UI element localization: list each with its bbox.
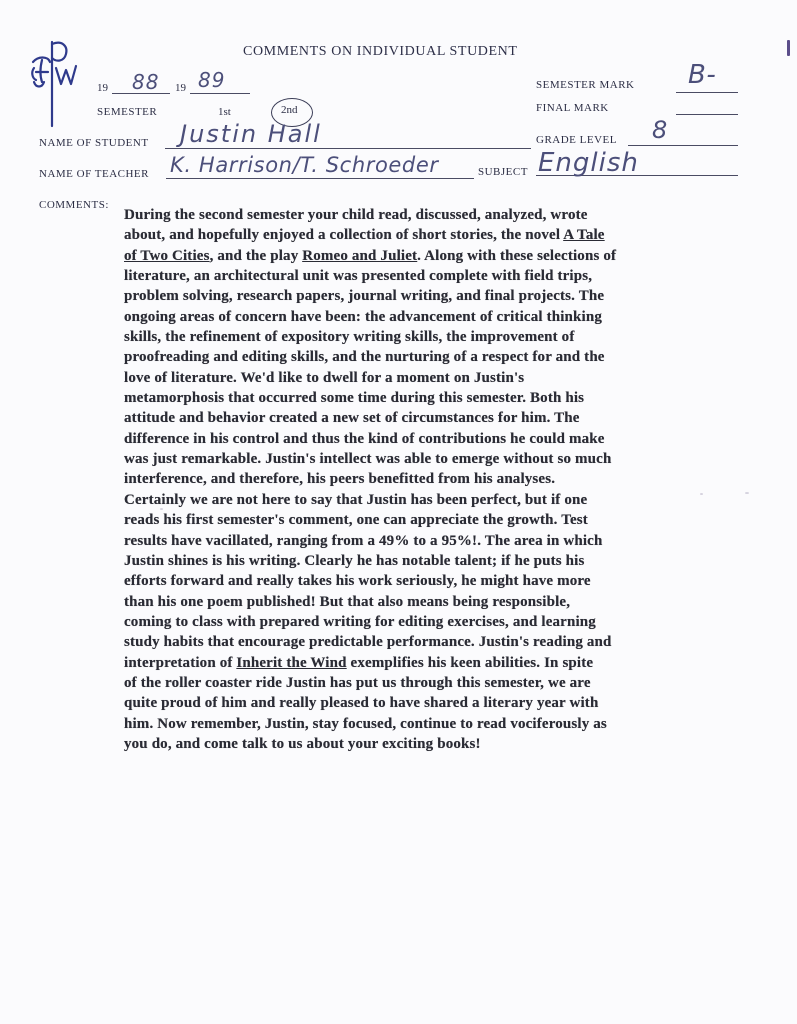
grade-level-label: GRADE LEVEL: [536, 134, 617, 146]
grade-level-line: [628, 145, 738, 146]
subject-value: English: [538, 148, 639, 178]
century-label: 19: [175, 82, 186, 94]
grade-level-value: 8: [652, 116, 669, 144]
comment-line: of Two Cities, and the play Romeo and Juliet. Along with these selections of: [124, 247, 617, 264]
teacher-name-line: [166, 178, 474, 179]
play-title: Romeo and Juliet: [302, 247, 418, 264]
comment-line: ongoing areas of concern have been: the advancement of critical thinking: [124, 308, 602, 325]
comment-line: results have vacillated, ranging from a 49% to a 95%!. The area in which: [124, 532, 603, 549]
comment-line: was just remarkable. Justin's intellect was able to emerge without so much: [124, 451, 612, 468]
ink-mark: [787, 40, 790, 56]
year-end-value: 89: [198, 68, 226, 92]
year-start-value: 88: [132, 70, 160, 94]
final-mark-line: [676, 114, 738, 115]
comment-line: about, and hopefully enjoyed a collection of short stories, the novel A Tale: [124, 227, 605, 244]
comment-line: attitude and behavior created a new set of circumstances for him. The: [124, 410, 580, 427]
comment-line: skills, the refinement of expository writing skills, the improvement of: [124, 329, 575, 346]
student-name-line: [165, 148, 531, 149]
comment-line: efforts forward and really takes his work seriously, he might have more: [124, 573, 591, 590]
paper-speck: [160, 508, 163, 510]
novel-title: A Tale: [563, 227, 605, 244]
comments-label: COMMENTS:: [39, 199, 109, 211]
comment-line: interpretation of Inherit the Wind exemplifies his keen abilities. In spite: [124, 654, 594, 671]
teacher-name-value: K. Harrison/T. Schroeder: [170, 153, 439, 177]
semester-mark-value: B-: [688, 60, 717, 90]
paper-speck: [700, 493, 703, 495]
semester-second-option: 2nd: [281, 104, 298, 116]
comment-line: difference in his control and thus the kind of contributions he could make: [124, 430, 605, 447]
century-label: 19: [97, 82, 108, 94]
comment-line: him. Now remember, Justin, stay focused, continue to read vociferously as: [124, 715, 607, 732]
comment-line: quite proud of him and really pleased to have shared a literary year with: [124, 695, 599, 712]
semester-first-option: 1st: [218, 106, 231, 118]
comment-line: than his one poem published! But that also means being responsible,: [124, 593, 571, 610]
comment-line: Certainly we are not here to say that Justin has been perfect, but if one: [124, 491, 588, 508]
student-name-value: Justin Hall: [180, 120, 322, 148]
student-name-label: NAME OF STUDENT: [39, 137, 149, 149]
semester-mark-label: SEMESTER MARK: [536, 79, 635, 91]
final-mark-label: FINAL MARK: [536, 102, 609, 114]
comment-line: During the second semester your child read, discussed, analyzed, wrote: [124, 207, 588, 223]
paper-speck: [745, 492, 749, 494]
play-title: Inherit the Wind: [236, 654, 347, 671]
form-title: COMMENTS ON INDIVIDUAL STUDENT: [243, 44, 518, 59]
comment-line: literature, an architectural unit was presented complete with field trips,: [124, 268, 593, 285]
comment-line: interference, and therefore, his peers benefitted from his analyses.: [124, 471, 556, 488]
comment-body: [124, 205, 684, 754]
comment-line: reads his first semester's comment, one can appreciate the growth. Test: [124, 512, 588, 529]
comment-line: problem solving, research papers, journal writing, and final projects. The: [124, 288, 605, 305]
school-monogram-icon: [28, 38, 86, 135]
comment-line: you do, and come talk to us about your exciting books!: [124, 735, 481, 752]
semester-label: SEMESTER: [97, 106, 158, 118]
semester-mark-line: [676, 92, 738, 93]
comment-line: coming to class with prepared writing for editing exercises, and learning: [124, 613, 596, 630]
comment-line: proofreading and editing skills, and the nurturing of a respect for and the: [124, 349, 605, 366]
teacher-name-label: NAME OF TEACHER: [39, 168, 149, 180]
comment-line: study habits that encourage predictable performance. Justin's reading and: [124, 634, 612, 651]
subject-label: SUBJECT: [478, 166, 528, 178]
novel-title: of Two Cities: [124, 247, 210, 264]
comment-line: Justin shines is his writing. Clearly he has notable talent; if he puts his: [124, 552, 585, 569]
comment-line: metamorphosis that occurred some time during this semester. Both his: [124, 390, 585, 407]
comment-line: of the roller coaster ride Justin has put us through this semester, we are: [124, 674, 591, 691]
comment-line: love of literature. We'd like to dwell for a moment on Justin's: [124, 369, 525, 386]
year-end-line: [190, 93, 250, 94]
